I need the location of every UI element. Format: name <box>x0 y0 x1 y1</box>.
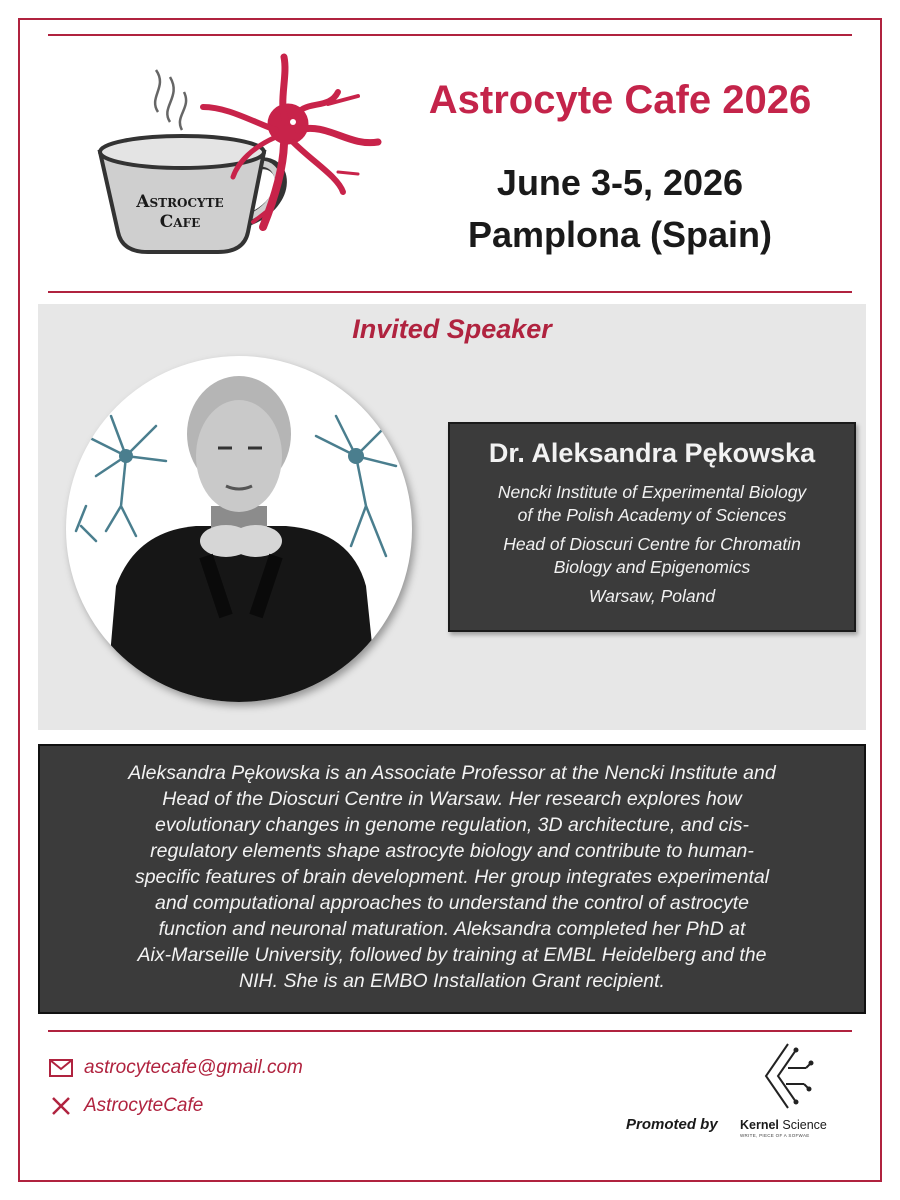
kernel-science-logo <box>758 1040 818 1112</box>
speaker-panel <box>38 304 866 730</box>
speaker-portrait <box>66 356 412 702</box>
speaker-affiliation-line: of the Polish Academy of Sciences <box>517 505 787 525</box>
email-contact[interactable] <box>48 1057 303 1079</box>
email-address[interactable]: astrocytecafe@gmail.com <box>84 1057 303 1078</box>
top-rule <box>48 34 852 36</box>
speaker-photo-icon <box>66 356 412 702</box>
bio-line: function and neuronal maturation. Aleksandra completed her PhD at <box>158 918 746 940</box>
speaker-bio <box>38 744 866 1014</box>
speaker-name: Dr. Aleksandra Pękowska <box>488 438 816 468</box>
bio-line: NIH. She is an EMBO Installation Grant recipient. <box>239 970 665 992</box>
bio-line: Aix-Marseille University, followed by training at EMBL Heidelberg and the <box>137 944 767 966</box>
header-rule <box>48 291 852 293</box>
bio-line: specific features of brain development. Her group integrates experimental <box>134 866 770 888</box>
bio-line: Head of the Dioscuri Centre in Warsaw. Her research explores how <box>162 788 742 810</box>
event-date: June 3-5, 2026 <box>496 162 744 203</box>
event-title: Astrocyte Cafe 2026 <box>428 78 812 122</box>
footer-rule <box>48 1030 852 1032</box>
bio-line: Aleksandra Pękowska is an Associate Professor at the Nencki Institute and <box>128 762 776 784</box>
sponsor-name-bold: Kernel <box>740 1118 779 1132</box>
speaker-affiliation-line: Nencki Institute of Experimental Biology <box>497 482 807 502</box>
x-contact[interactable] <box>48 1095 203 1117</box>
sponsor-tagline: WRITE, PIECE OF A SOFWAE <box>740 1133 810 1138</box>
logo-line-1: Astrocyte <box>136 192 224 212</box>
x-logo-icon <box>48 1096 74 1116</box>
sponsor-name <box>740 1118 827 1138</box>
logo-line-2: Cafe <box>159 212 201 232</box>
bio-line: regulatory elements shape astrocyte biology and contribute to human- <box>150 840 754 862</box>
bio-line: evolutionary changes in genome regulation, 3D architecture, and cis- <box>154 814 749 836</box>
speaker-role-line: Biology and Epigenomics <box>553 557 751 577</box>
cup-astrocyte-icon <box>88 52 398 274</box>
promoted-by-label: Promoted by <box>626 1116 718 1133</box>
sponsor-name-rest: Science <box>778 1118 827 1132</box>
kernel-science-logo-icon <box>758 1040 818 1112</box>
astrocyte-cafe-logo <box>88 52 398 274</box>
logo-text <box>110 192 250 232</box>
speaker-info-box <box>448 422 856 632</box>
bio-line: and computational approaches to understand the control of astrocyte <box>154 892 750 914</box>
event-location: Pamplona (Spain) <box>467 214 773 255</box>
envelope-icon <box>48 1058 74 1078</box>
speaker-role-line: Head of Dioscuri Centre for Chromatin <box>503 534 801 554</box>
invited-speaker-label: Invited Speaker <box>352 314 552 344</box>
x-handle[interactable]: AstrocyteCafe <box>84 1095 204 1116</box>
speaker-location: Warsaw, Poland <box>588 586 716 606</box>
